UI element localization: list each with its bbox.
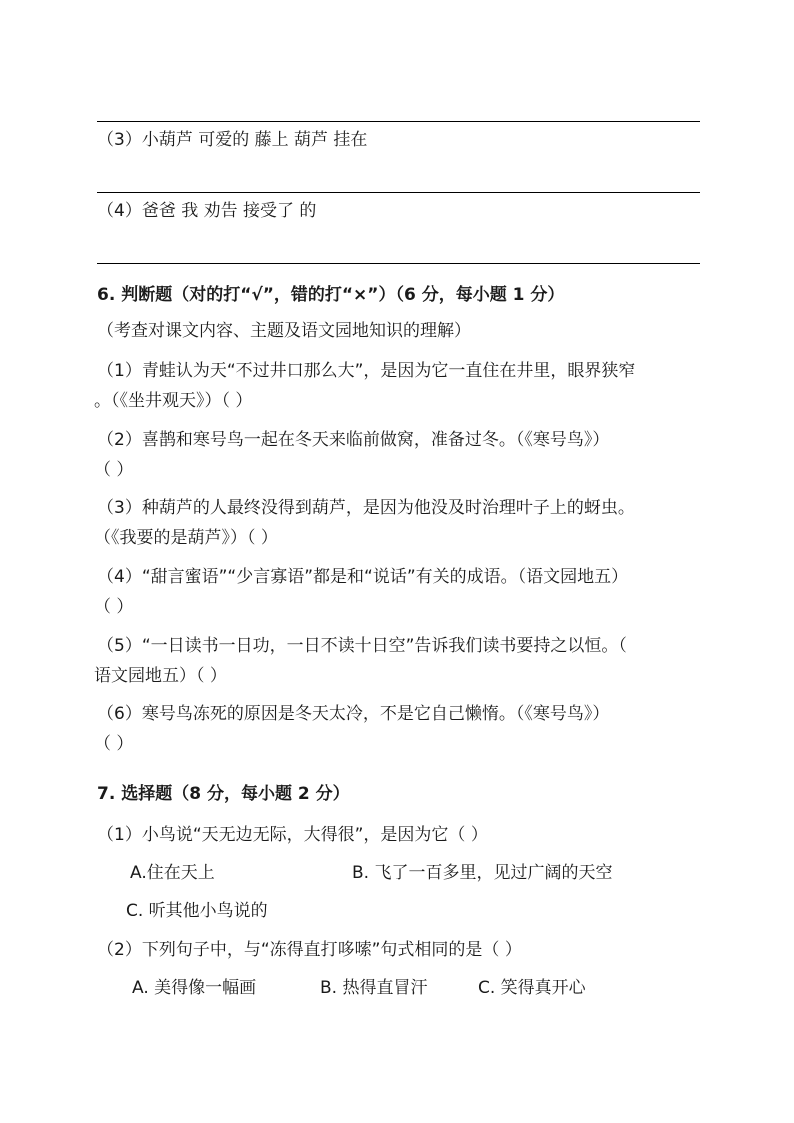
- s7-q2-option-b: B. 热得直冒汗: [320, 978, 428, 998]
- section6-heading: 6. 判断题（对的打“√”，错的打“×”）（6 分，每小题 1 分）: [97, 285, 565, 305]
- s7-q1-option-a: A.住在天上: [130, 863, 215, 883]
- s6-line-2b: （ ）: [94, 460, 134, 480]
- s7-q2-option-a: A. 美得像一幅画: [132, 978, 257, 998]
- s6-line-1b: 。（《坐井观天》）（ ）: [94, 391, 253, 411]
- s5-item-3: （3）小葫芦 可爱的 藤上 葫芦 挂在: [97, 130, 368, 150]
- s6-line-4a: （4）“甜言蜜语”“少言寡语”都是和“说话”有关的成语。（语文园地五）: [97, 567, 629, 587]
- s6-line-1a: （1）青蛙认为天“不过井口那么大”，是因为它一直住在井里，眼界狭窄: [97, 361, 636, 381]
- section7-heading: 7. 选择题（8 分，每小题 2 分）: [97, 784, 350, 804]
- s6-line-3a: （3）种葫芦的人最终没得到葫芦，是因为他没及时治理叶子上的蚜虫。: [97, 498, 635, 518]
- s7-q2-stem: （2）下列句子中，与“冻得直打哆嗦”句式相同的是（ ）: [97, 940, 522, 960]
- answer-line-3: [97, 192, 700, 193]
- s6-line-6a: （6）寒号鸟冻死的原因是冬天太冷，不是它自己懒惰。（《寒号鸟》）: [97, 704, 610, 724]
- s6-line-3b: （《我要的是葫芦》）（ ）: [94, 528, 278, 548]
- s6-line-4b: （ ）: [94, 597, 134, 617]
- s7-q1-option-c: C. 听其他小鸟说的: [126, 901, 268, 921]
- s7-q1-option-b: B. 飞了一百多里，见过广阔的天空: [352, 863, 613, 883]
- s7-q1-stem: （1）小鸟说“天无边无际，大得很”，是因为它（ ）: [97, 825, 488, 845]
- s6-line-2a: （2）喜鹊和寒号鸟一起在冬天来临前做窝，准备过冬。（《寒号鸟》）: [97, 430, 610, 450]
- s5-item-4: （4）爸爸 我 劝告 接受了 的: [97, 201, 317, 221]
- s6-line-5a: （5）“一日读书一日功，一日不读十日空”告诉我们读书要持之以恒。（: [97, 636, 627, 656]
- section6-note: （考查对课文内容、主题及语文园地知识的理解）: [97, 321, 471, 341]
- answer-line-top: [97, 121, 700, 122]
- s6-line-5b: 语文园地五）（ ）: [94, 666, 227, 686]
- answer-line-4: [97, 263, 700, 264]
- s7-q2-option-c: C. 笑得真开心: [478, 978, 586, 998]
- s6-line-6b: （ ）: [94, 734, 134, 754]
